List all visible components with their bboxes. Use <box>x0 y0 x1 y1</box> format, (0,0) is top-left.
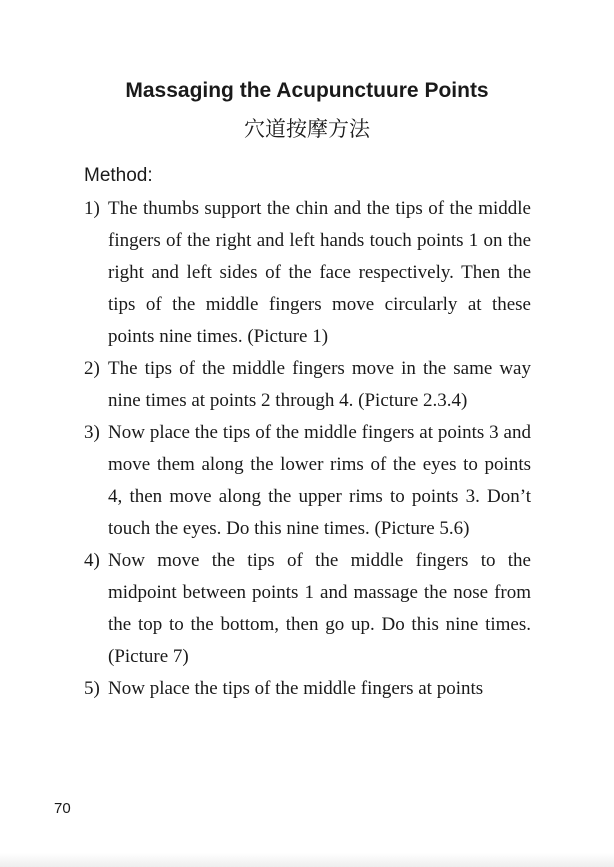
step-number: 2) <box>84 358 100 379</box>
step-item <box>84 417 531 545</box>
page-number: 70 <box>54 800 71 817</box>
step-item <box>84 673 531 705</box>
step-text: The tips of the middle fingers move in the same way nine times at points 2 through 4. (Picture 2.3.4) <box>108 358 531 411</box>
step-text: Now move the tips of the middle fingers to the midpoint between points 1 and massage the nose from the top to the bottom, then go up. Do this nine times. (Picture 7) <box>108 550 531 667</box>
page-title-english: Massaging the Acupunctuure Points <box>125 79 489 102</box>
step-number: 1) <box>84 198 100 219</box>
step-number: 4) <box>84 550 100 571</box>
step-item <box>84 353 531 417</box>
method-heading: Method: <box>84 165 153 186</box>
page-edge-shadow <box>0 853 614 867</box>
step-number: 5) <box>84 678 100 699</box>
step-text: Now place the tips of the middle fingers at points <box>108 678 484 699</box>
step-text: Now place the tips of the middle fingers at points 3 and move them along the lower rims of the eyes to points 4, then move along the upper rims to points 3. Don’t touch the eyes. Do this nine times. (Picture 5.6) <box>108 422 531 539</box>
steps-list <box>84 193 531 705</box>
step-item <box>84 545 531 673</box>
step-text: The thumbs support the chin and the tips of the middle fingers of the right and left hands touch points 1 on the right and left sides of the face respectively. Then the tips of the middle fingers move circularly at these points nine times. (Picture 1) <box>108 198 531 347</box>
page-title-chinese: 穴道按摩方法 <box>244 117 370 141</box>
step-number: 3) <box>84 422 100 443</box>
step-item <box>84 193 531 353</box>
